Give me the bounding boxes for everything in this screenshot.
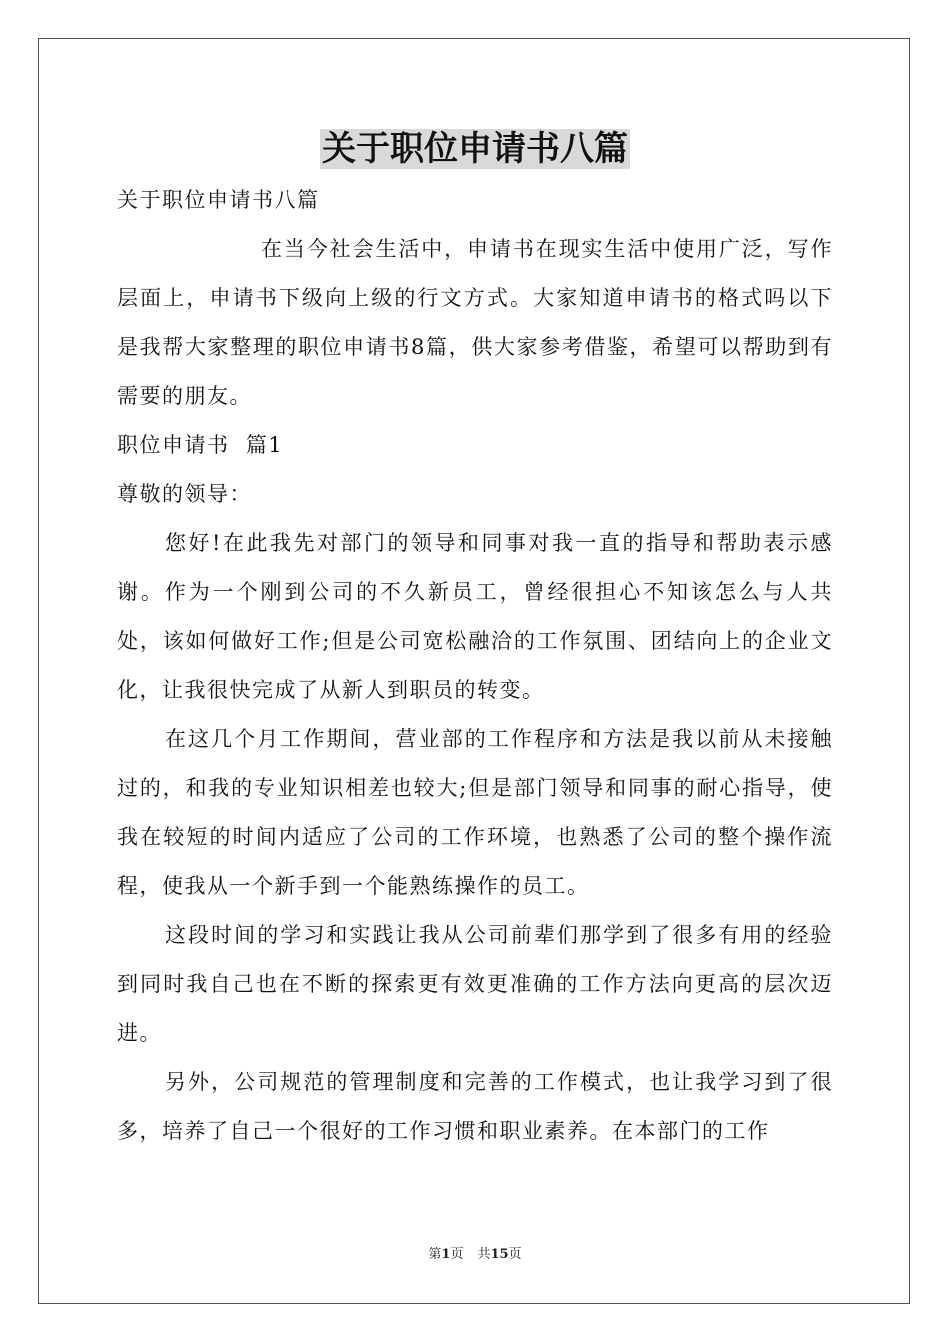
total-unit: 页 bbox=[508, 1247, 522, 1262]
body-paragraph-1: 您好!在此我先对部门的领导和同事对我一直的指导和帮助表示感谢。作为一个刚到公司的不久新员工，曾经很担心不知该怎么与人共处，该如何做好工作;但是公司宽松融洽的工作氛围、团结向上的企业文化，让我很快完成了从新人到职员的转变。 bbox=[117, 531, 833, 702]
intro-paragraph: 在当今社会生活中，申请书在现实生活中使用广泛，写作层面上，申请书下级向上级的行文方式。大家知道申请书的格式吗以下是我帮大家整理的职位申请书8篇，供大家参考借鉴，希望可以帮助到有需要的朋友。 bbox=[117, 237, 833, 408]
document-body bbox=[117, 176, 833, 1156]
page-prefix: 第 bbox=[428, 1247, 442, 1262]
page-total: 15 bbox=[490, 1247, 509, 1262]
page-footer bbox=[0, 1246, 950, 1264]
body-paragraph-4: 另外，公司规范的管理制度和完善的工作模式，也让我学习到了很多，培养了自己一个很好的工作习惯和职业素养。在本部门的工作 bbox=[117, 1070, 833, 1143]
document-title bbox=[0, 124, 950, 174]
document-subtitle: 关于职位申请书八篇 bbox=[117, 188, 320, 212]
salutation: 尊敬的领导： bbox=[117, 482, 252, 506]
total-prefix: 共 bbox=[477, 1247, 491, 1262]
body-paragraph-2: 在这几个月工作期间，营业部的工作程序和方法是我以前从未接触过的，和我的专业知识相差也较大;但是部门领导和同事的耐心指导，使我在较短的时间内适应了公司的工作环境，也熟悉了公司的整个操作流程，使我从一个新手到一个能熟练操作的员工。 bbox=[117, 727, 833, 898]
body-paragraph-3: 这段时间的学习和实践让我从公司前辈们那学到了很多有用的经验到同时我自己也在不断的探索更有效更准确的工作方法向更高的层次迈进。 bbox=[117, 923, 833, 1045]
document-title-text: 关于职位申请书八篇 bbox=[322, 129, 628, 169]
section-heading: 职位申请书 篇1 bbox=[117, 433, 284, 457]
page-current: 1 bbox=[441, 1247, 451, 1262]
page-unit: 页 bbox=[450, 1247, 464, 1262]
